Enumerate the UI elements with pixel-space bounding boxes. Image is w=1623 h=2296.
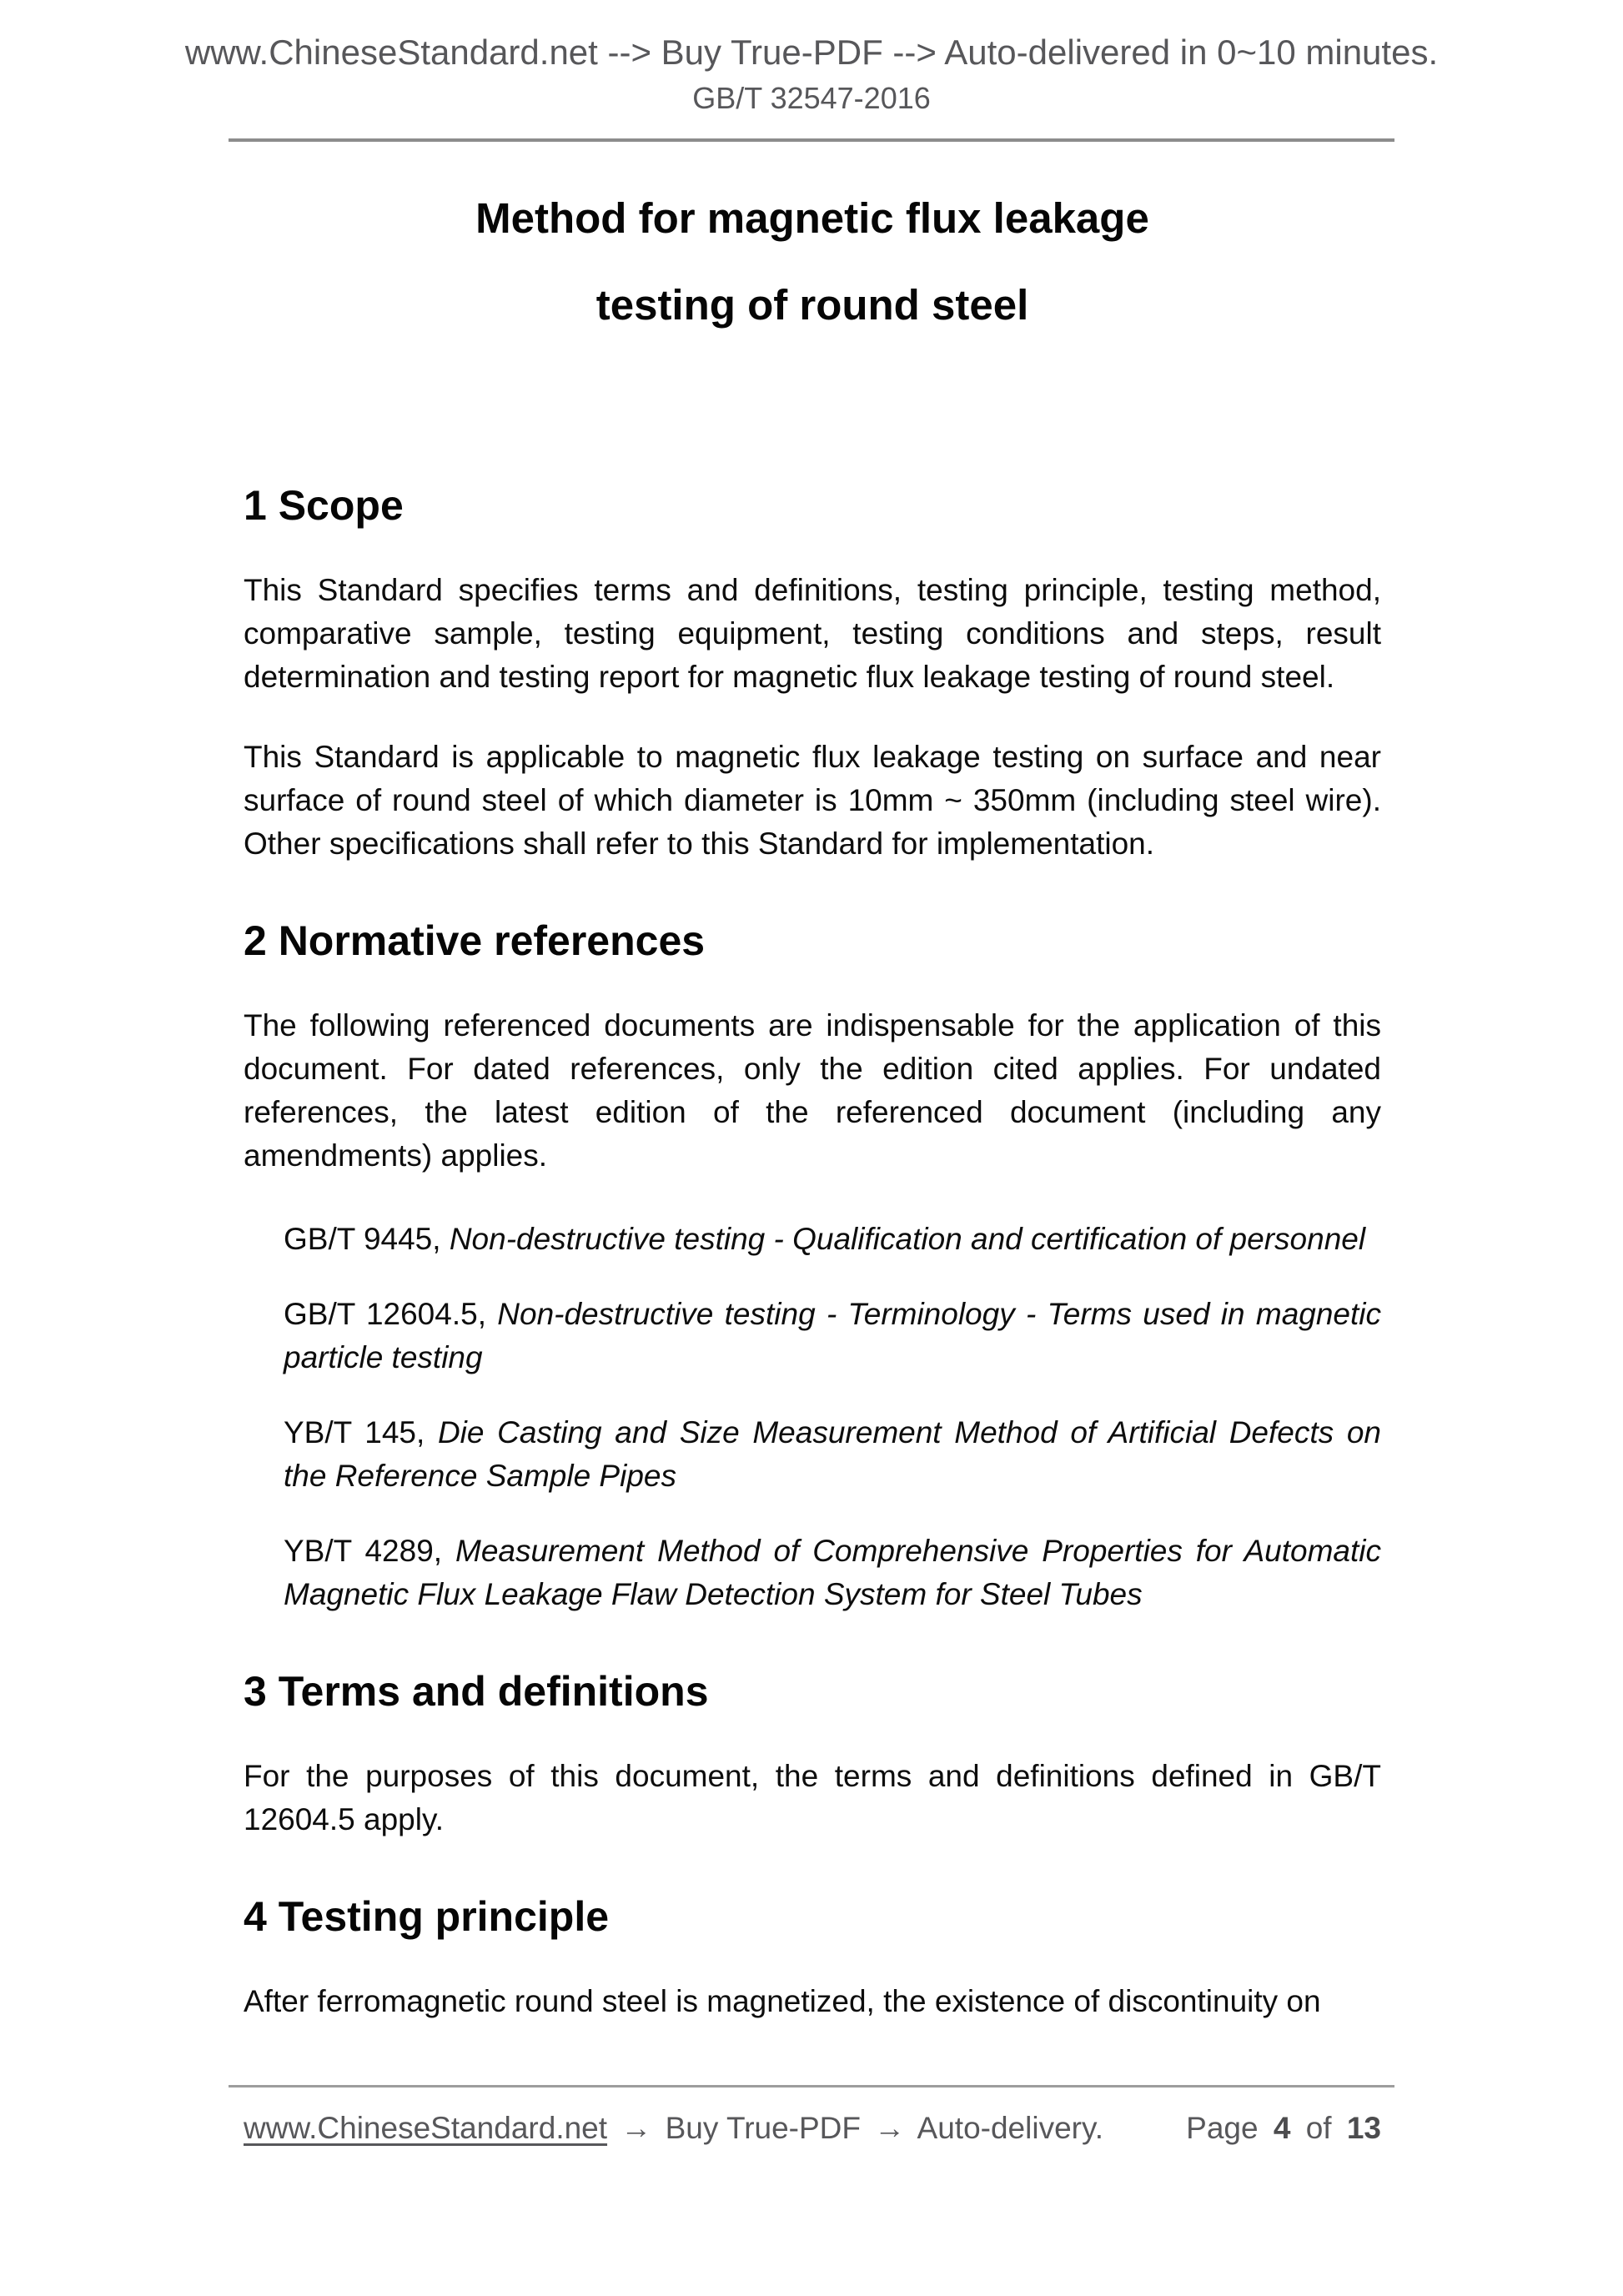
section-heading-terms-definitions: 3 Terms and definitions — [244, 1668, 709, 1715]
paragraph: The following referenced documents are indispensable for the application of this document. For dated references, only the edition cited applies. For undated references, the latest edition of the referenced document (including any amendments) applies. — [244, 1008, 1381, 1173]
footer-delivery-text: Auto-delivery. — [917, 2111, 1104, 2145]
right-arrow-icon: → — [621, 2111, 652, 2145]
footer-divider — [229, 2085, 1394, 2088]
reference-code: GB/T 9445, — [284, 1222, 441, 1256]
page-header — [0, 0, 1623, 117]
reference-code: GB/T 12604.5, — [284, 1297, 486, 1331]
section-heading-scope: 1 Scope — [244, 482, 404, 529]
section-heading-normative-references: 2 Normative references — [244, 917, 706, 964]
right-arrow-icon: → — [874, 2111, 906, 2145]
header-promo-text: www.ChineseStandard.net --> Buy True-PDF --> Auto-delivered in 0~10 minutes. — [184, 33, 1439, 72]
reference-title: Non-destructive testing - Qualification and certification of personnel — [449, 1222, 1366, 1256]
reference-title: Measurement Method of Comprehensive Properties for Automatic Magnetic Flux Leakage Flaw Detection System for Steel Tubes — [284, 1534, 1382, 1611]
document-title-line2: testing of round steel — [595, 281, 1029, 329]
reference-title: Die Casting and Size Measurement Method of Artificial Defects on the Reference Sample Pipes — [284, 1415, 1381, 1493]
reference-code: YB/T 4289, — [284, 1534, 443, 1568]
reference-title: Non-destructive testing - Terminology - Terms used in magnetic particle testing — [284, 1297, 1382, 1374]
paragraph: For the purposes of this document, the terms and definitions defined in GB/T 12604.5 apply. — [244, 1759, 1381, 1836]
header-divider — [229, 138, 1394, 142]
paragraph: This Standard specifies terms and definitions, testing principle, testing method, comparative sample, testing equipment, testing conditions and steps, result determination and testing report for magnetic flux leakage testing of round steel. — [244, 573, 1381, 694]
footer-site-link[interactable]: www.ChineseStandard.net — [244, 2111, 608, 2145]
reference-code: YB/T 145, — [284, 1415, 425, 1449]
document-title — [244, 175, 1381, 349]
page-number — [1186, 2109, 1381, 2148]
reference-item — [284, 1411, 1381, 1498]
reference-item — [284, 1530, 1381, 1616]
footer-promo — [244, 2109, 1103, 2148]
document-title-line1: Method for magnetic flux leakage — [475, 194, 1149, 242]
reference-item — [284, 1218, 1381, 1261]
footer-buy-text: Buy True-PDF — [665, 2111, 862, 2145]
header-doc-number: GB/T 32547-2016 — [692, 81, 931, 115]
reference-item — [284, 1293, 1381, 1379]
paragraph: This Standard is applicable to magnetic flux leakage testing on surface and near surface of round steel of which diameter is 10mm ~ 350mm (including steel wire). Other specifications shall refer to this Standard for implementation. — [244, 740, 1381, 861]
section-heading-testing-principle: 4 Testing principle — [244, 1893, 610, 1940]
page-footer — [244, 2109, 1381, 2148]
page-current: 4 — [1273, 2111, 1291, 2145]
document-body — [244, 175, 1381, 2023]
of-label: of — [1305, 2111, 1332, 2145]
page-total: 13 — [1346, 2111, 1381, 2145]
page-label: Page — [1186, 2111, 1259, 2145]
paragraph: After ferromagnetic round steel is magnetized, the existence of discontinuity on — [244, 1984, 1321, 2018]
